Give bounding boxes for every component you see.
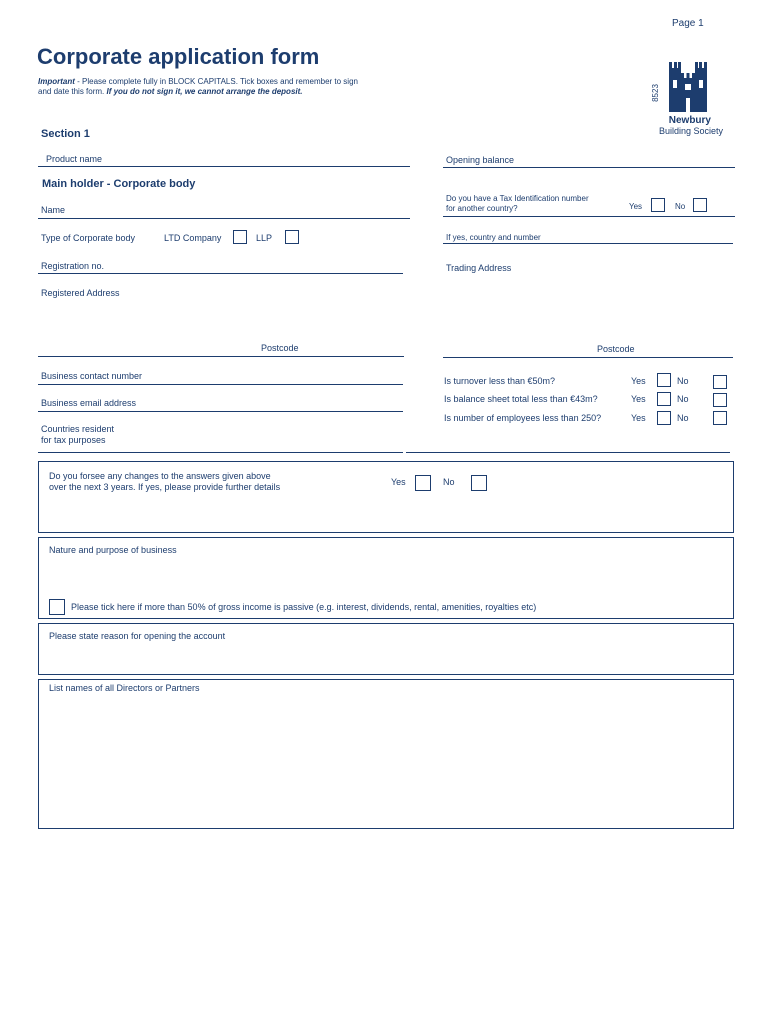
- reason-box[interactable]: [38, 623, 734, 675]
- passive-income-checkbox[interactable]: [49, 599, 65, 615]
- name-label: Name: [41, 205, 66, 215]
- corporate-type-label: Type of Corporate body: [41, 233, 136, 243]
- intro-text: [38, 77, 358, 97]
- divider: [406, 452, 730, 453]
- turnover-no-label: No: [677, 376, 689, 386]
- nature-label: Nature and purpose of business: [49, 545, 177, 555]
- right-postcode-label: Postcode: [597, 344, 635, 354]
- employees-no-label: No: [677, 413, 689, 423]
- email-label: Business email address: [41, 398, 137, 408]
- country-number-label: If yes, country and number: [446, 233, 541, 242]
- ltd-checkbox[interactable]: [233, 230, 247, 244]
- divider: [443, 216, 735, 217]
- product-name-field[interactable]: [38, 166, 410, 167]
- name-field[interactable]: [38, 218, 410, 219]
- intro-body: - Please complete fully in BLOCK CAPITALS. Tick boxes and remember to sign and date this form.: [38, 77, 358, 96]
- left-postcode-label: Postcode: [261, 343, 299, 353]
- tax-yes-label: Yes: [629, 202, 643, 211]
- opening-balance-field[interactable]: [443, 167, 735, 168]
- page-number: Page 1: [672, 18, 704, 29]
- changes-yes-label: Yes: [391, 477, 406, 487]
- registered-address-field[interactable]: [38, 356, 404, 357]
- logo-name: Newbury: [668, 115, 711, 126]
- logo-code: 8523: [651, 84, 660, 102]
- castle-icon: [667, 60, 709, 112]
- tax-id-question: Do you have a Tax Identification number for another country?: [446, 194, 589, 213]
- changes-no-checkbox[interactable]: [471, 475, 487, 491]
- countries-label: Countries resident for tax purposes: [41, 424, 115, 445]
- tax-no-label: No: [675, 202, 686, 211]
- employees-question: Is number of employees less than 250?: [444, 413, 602, 423]
- balance-question: Is balance sheet total less than €43m?: [444, 394, 598, 404]
- balance-yes-checkbox[interactable]: [657, 392, 671, 406]
- email-field[interactable]: [38, 411, 403, 412]
- llp-checkbox[interactable]: [285, 230, 299, 244]
- llp-label: LLP: [256, 233, 273, 243]
- country-number-field[interactable]: [443, 243, 733, 244]
- logo-subtitle: Building Society: [658, 126, 723, 136]
- changes-yes-checkbox[interactable]: [415, 475, 431, 491]
- contact-number-field[interactable]: [38, 384, 403, 385]
- changes-question: Do you forsee any changes to the answers given above over the next 3 years. If yes, please provide further details: [49, 471, 281, 492]
- directors-label: List names of all Directors or Partners: [49, 683, 200, 693]
- turnover-yes-checkbox[interactable]: [657, 373, 671, 387]
- ltd-label: LTD Company: [164, 233, 222, 243]
- employees-yes-checkbox[interactable]: [657, 411, 671, 425]
- intro-warning: If you do not sign it, we cannot arrange the deposit.: [106, 87, 303, 96]
- balance-yes-label: Yes: [631, 394, 646, 404]
- reason-label: Please state reason for opening the account: [49, 631, 226, 641]
- registered-address-label: Registered Address: [41, 288, 120, 298]
- balance-no-checkbox[interactable]: [713, 393, 727, 407]
- passive-income-label: Please tick here if more than 50% of gross income is passive (e.g. interest, dividends, rental, amenities, royalties etc): [71, 602, 537, 612]
- balance-no-label: No: [677, 394, 689, 404]
- tax-yes-checkbox[interactable]: [651, 198, 665, 212]
- employees-no-checkbox[interactable]: [713, 411, 727, 425]
- turnover-no-checkbox[interactable]: [713, 375, 727, 389]
- directors-box[interactable]: [38, 679, 734, 829]
- trading-address-field[interactable]: [443, 357, 733, 358]
- newbury-logo: [645, 60, 730, 140]
- trading-address-label: Trading Address: [446, 263, 512, 273]
- opening-balance-label: Opening balance: [446, 155, 515, 165]
- intro-important: Important: [38, 77, 75, 86]
- nature-box[interactable]: [38, 537, 734, 619]
- section-title: Section 1: [41, 128, 90, 140]
- registration-label: Registration no.: [41, 261, 105, 271]
- contact-number-label: Business contact number: [41, 371, 143, 381]
- registration-field[interactable]: [38, 273, 403, 274]
- turnover-yes-label: Yes: [631, 376, 646, 386]
- countries-field[interactable]: [38, 452, 403, 453]
- page-title: Corporate application form: [37, 44, 320, 69]
- main-holder-heading: Main holder - Corporate body: [42, 178, 196, 190]
- changes-box[interactable]: [38, 461, 734, 533]
- turnover-question: Is turnover less than €50m?: [444, 376, 556, 386]
- changes-no-label: No: [443, 477, 455, 487]
- employees-yes-label: Yes: [631, 413, 646, 423]
- product-name-label: Product name: [46, 154, 103, 164]
- tax-no-checkbox[interactable]: [693, 198, 707, 212]
